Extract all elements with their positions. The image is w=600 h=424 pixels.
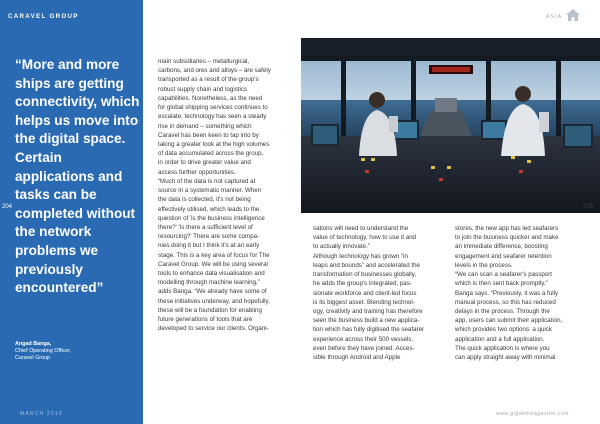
home-icon-glyph [565,8,581,22]
attribution-company: Caravel Group [15,355,51,362]
article-column-2 [313,224,447,362]
attribution-role: Chief Operating Officer, [15,348,72,355]
brand-label: CARAVEL GROUP [8,13,79,20]
footer-date: MARCH 2019 [20,411,63,417]
attribution-name: Angad Banga, [15,341,52,347]
page-number-left: 204 [2,204,13,210]
section-label: ASIA [546,14,563,20]
column-2-text: sations will need to understand the value of technology, how to use it and to actually innovate.” Although technology has grown “in leaps and bounds” and accelerated the transformation of businesses globally, he adds the group's integrated, pas- sionate workforce and client-led focus is its biggest asset. Blending technol- ogy, creativity and training has therefore seen the business build a new applica- tion which has fully digitised the seafarer experience across their 500 vessels, even before they have joined. Acces- sible through Android and Apple [313,225,425,362]
home-icon[interactable] [565,8,581,22]
footer-url[interactable]: www.gigabitmagazine.com [496,411,569,417]
article-column-3 [455,224,591,362]
column-1-text: main subsidiaries – metallurgical, carbons, and ores and alloys – are safely transported as a result of the group's robust supply chain and logistics capabilities. Nonetheless, as the need for global shipping services continues to escalate, technology has seen a steady rise in demand – something which Caravel has been keen to tap into by taking a greater look at the high volumes of data accumulated across the group, in order to drive greater value and access further opportunities. “Much of the data is not captured at source in a systematic manner. When the data is collected, it's not being effectively utilised, which leads to the question of 'is the business intelligence there?' 'Is there a sufficient level of resourcing?' There are some compa- nies doing it but I think it's at an early stage. This is a key area of focus for The Caravel Group. We will be using several tools to enhance data visualisation and modelling through machine learning,” adds Banga. “We already have some of these initiatives underway, and hopefully, these will be a foundation for enabling future generations of tools that are developed to service our clients. Organi- [158,58,271,333]
pull-quote: “More and more ships are getting connectivity, which helps us move into the digital space. Certain applications and tasks can be completed without the network problems we previously encountered” [15,57,140,296]
column-3-text: stores, the new app has led seafarers to join the business quicker and make an immediate difference, boosting engagement and seafarer retention levels in the process. “We can scan a seafarer's passport which is then sent back promptly,” Banga says. “Previously, it was a fully manual process, so this has reduced delays in the process. Through the app, users can submit their application, which provides two options: a quick application and a full application. The quick application is where you can apply straight away with minimal [455,225,563,362]
article-column-1 [158,57,290,334]
quote-attribution [15,341,135,363]
page-number-right: 205 [583,204,594,210]
ship-bridge-photo [301,38,600,213]
ship-bridge-illustration [301,38,600,213]
